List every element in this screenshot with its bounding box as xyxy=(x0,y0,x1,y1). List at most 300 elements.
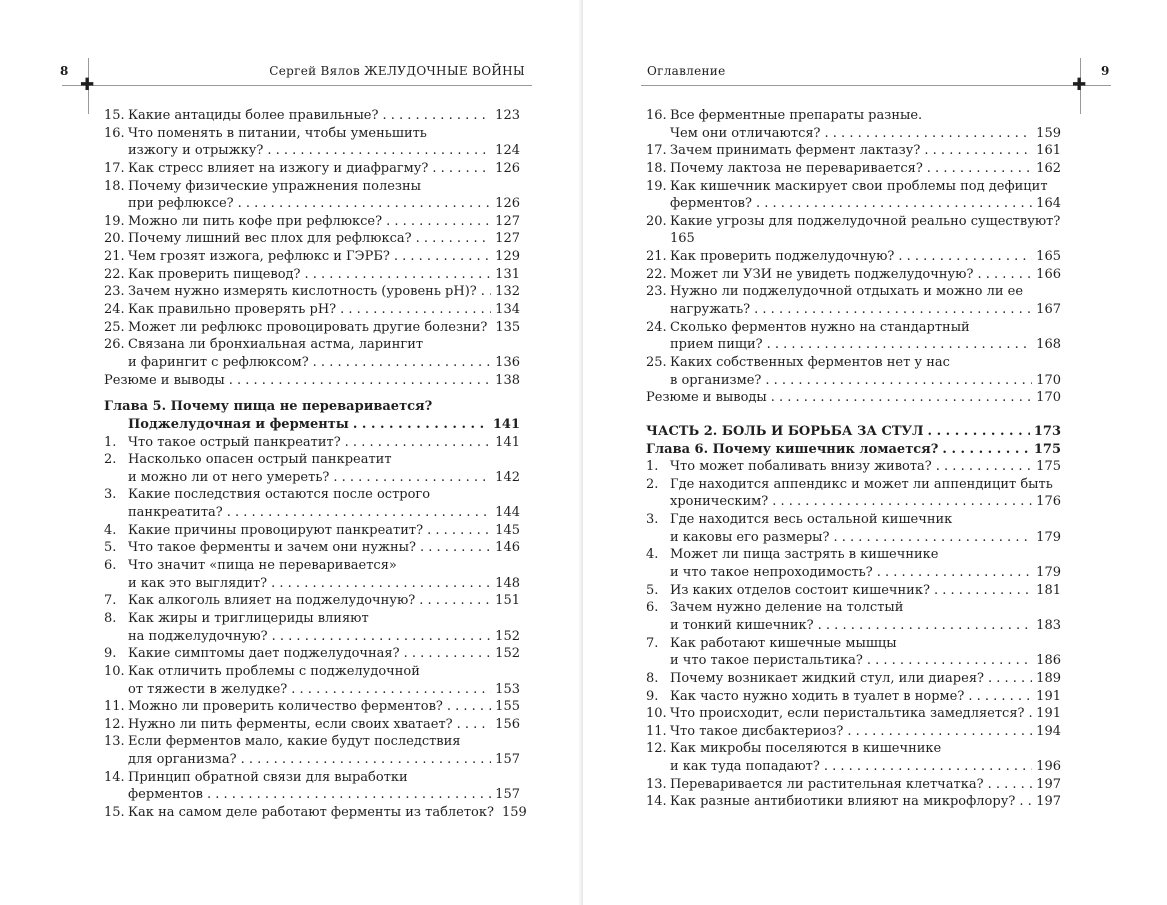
toc-entry-number xyxy=(104,786,128,804)
toc-entry-title: и что такое перистальтика? xyxy=(670,653,863,669)
toc-entry-page: 170 xyxy=(1036,390,1061,406)
dot-leader xyxy=(416,230,492,248)
toc-entry-page: 134 xyxy=(495,302,520,318)
toc-entry xyxy=(646,107,1061,125)
toc-entry xyxy=(104,230,520,248)
toc-entry xyxy=(646,458,1061,476)
toc-entry-page: 176 xyxy=(1036,494,1061,510)
toc-entry-title: Что такое дисбактериоз? xyxy=(670,723,844,739)
dot-leader xyxy=(867,652,1032,670)
toc-entry-page: 136 xyxy=(495,354,520,370)
toc-entry xyxy=(646,670,1061,688)
dot-leader xyxy=(427,522,491,540)
toc-entry-title: Зачем нужно деление на толстый xyxy=(670,600,904,616)
toc-entry-page: 175 xyxy=(1036,459,1061,475)
toc-entry-number: 11. xyxy=(104,699,125,715)
toc-entry-title: Почему физические упражнения полезны xyxy=(128,178,422,194)
toc-entry-number: 20. xyxy=(646,213,667,229)
toc-entry-title: Как работают кишечные мышцы xyxy=(670,635,897,651)
toc-entry-title: Зачем нужно измерять кислотность (уровень pH)? xyxy=(128,284,477,300)
toc-entry-number: 1. xyxy=(104,434,117,450)
dot-leader xyxy=(419,592,491,610)
toc-entry-title: Может ли пища застрять в кишечнике xyxy=(670,547,939,563)
toc-entry-page: 148 xyxy=(495,575,520,591)
toc-entry-title: Почему лактоза не переваривается? xyxy=(670,160,923,176)
toc-entry-number: 4. xyxy=(104,522,117,538)
dot-leader xyxy=(420,539,491,557)
toc-entry-number xyxy=(646,372,670,390)
toc-entry-page: 146 xyxy=(495,540,520,556)
toc-entry-title: Можно ли проверить количество ферментов? xyxy=(128,699,443,715)
toc-entry-page: 138 xyxy=(495,372,520,388)
toc-entry-title: Чем они отличаются? xyxy=(670,125,821,141)
toc-entry-title: Если ферментов мало, какие будут последствия xyxy=(128,734,461,750)
right-page xyxy=(583,0,1167,905)
toc-entry-page: 135 xyxy=(495,319,521,335)
toc-entry-number: 8. xyxy=(104,610,117,626)
toc-entry xyxy=(646,125,1061,143)
toc-entry-page: 170 xyxy=(1036,372,1061,388)
dot-leader xyxy=(447,698,491,716)
toc-entry xyxy=(104,486,520,504)
toc-entry-number xyxy=(646,230,670,248)
toc-entry xyxy=(646,230,1061,248)
left-page xyxy=(0,0,583,905)
header-rule xyxy=(62,85,532,86)
toc-entry xyxy=(646,283,1061,301)
dot-leader xyxy=(481,283,491,301)
toc-entry-page: 153 xyxy=(495,681,520,697)
toc-entry-page: 189 xyxy=(1036,670,1061,686)
toc-entry-title: Что происходит, если перистальтика замедляется? xyxy=(670,706,1025,722)
toc-entry-title: Зачем принимать фермент лактазу? xyxy=(670,143,921,159)
toc-entry-page: 165 xyxy=(1036,249,1061,265)
toc-entry-title: хроническим? xyxy=(670,494,769,510)
toc-entry xyxy=(646,617,1061,635)
toc-entry-page: 159 xyxy=(501,804,527,820)
toc-entry-title: Каких собственных ферментов нет у нас xyxy=(670,354,950,370)
toc-entry-page: 124 xyxy=(495,143,520,159)
toc-entry-page: 167 xyxy=(1036,302,1061,318)
toc-entry-title: нагружать? xyxy=(670,302,751,318)
toc-entry xyxy=(104,610,520,628)
toc-entry-page: 166 xyxy=(1036,266,1061,282)
toc-entry xyxy=(646,336,1061,354)
toc-entry-page: 157 xyxy=(495,752,520,768)
toc-entry-number xyxy=(646,617,670,635)
toc-entry-page: 145 xyxy=(495,522,520,538)
toc-entry-number: 22. xyxy=(104,266,125,282)
dot-leader xyxy=(271,575,491,593)
toc-entry-page: 179 xyxy=(1036,529,1061,545)
dot-leader xyxy=(291,681,491,699)
toc-entry-number: 1. xyxy=(646,459,659,475)
toc-entry-title: Переваривается ли растительная клетчатка? xyxy=(670,776,984,792)
toc-entry-number: 6. xyxy=(104,558,117,574)
dot-leader xyxy=(386,213,491,231)
toc-entry xyxy=(646,564,1061,582)
toc-entry-title: Нужно ли пить ферменты, если своих хватает? xyxy=(128,716,453,732)
toc-entry-page: 151 xyxy=(495,593,520,609)
toc-entry xyxy=(104,178,520,196)
toc-entry-number: 8. xyxy=(646,670,659,686)
toc-entry-number: 4. xyxy=(646,547,659,563)
toc-entry-page: 155 xyxy=(495,699,520,715)
toc-entry-page: 191 xyxy=(1036,688,1061,704)
toc-entry xyxy=(104,469,520,487)
toc-entry-page: 159 xyxy=(1036,125,1061,141)
toc-entry-title: Что такое ферменты и зачем они нужны? xyxy=(128,540,416,556)
toc-entry xyxy=(646,319,1061,337)
crop-mark-icon: ✚ xyxy=(80,75,95,95)
toc-entry-title: изжогу и отрыжку? xyxy=(128,143,264,159)
crop-mark-icon: ✚ xyxy=(1072,75,1087,95)
toc-entry-title: Нужно ли поджелудочной отдыхать и можно ли ее xyxy=(670,284,1024,300)
toc-entry-number: 7. xyxy=(104,593,117,609)
toc-entry xyxy=(104,522,520,540)
toc-entry-number xyxy=(104,681,128,699)
toc-group-chapter-4-end xyxy=(104,107,520,389)
dot-leader xyxy=(432,160,491,178)
toc-chapter-heading: Глава 6. Почему кишечник ломается? . . . 175 xyxy=(646,441,1061,459)
toc-entry-title: Какие антациды более правильные? xyxy=(128,108,379,123)
toc-entry xyxy=(646,493,1061,511)
toc-entry xyxy=(104,592,520,610)
toc-entry-page: 197 xyxy=(1036,776,1061,792)
toc-entry-title: Что такое острый панкреатит? xyxy=(128,434,341,450)
toc-entry-title: Может ли рефлюкс провоцировать другие болезни? xyxy=(128,319,488,335)
toc-entry xyxy=(646,546,1061,564)
toc-entry-title: и можно ли от него умереть? xyxy=(128,469,330,485)
toc-entry-title: Почему возникает жидкий стул, или диарея? xyxy=(670,670,984,686)
toc-entry xyxy=(646,476,1061,494)
toc-entry xyxy=(104,628,520,646)
toc-entry-page: 157 xyxy=(495,787,520,803)
toc-entry-number: 21. xyxy=(646,249,667,265)
dot-leader xyxy=(333,469,491,487)
toc-entry-number xyxy=(646,301,670,319)
toc-entry-number: 12. xyxy=(104,716,125,732)
dot-leader xyxy=(313,354,492,372)
toc-entry xyxy=(104,248,520,266)
dot-leader xyxy=(227,504,491,522)
toc-entry-number: 20. xyxy=(104,231,125,247)
toc-entry xyxy=(104,319,520,337)
toc-entry-title: Чем грозят изжога, рефлюкс и ГЭРБ? xyxy=(128,249,390,265)
toc-entry-title: Насколько опасен острый панкреатит xyxy=(128,452,392,468)
toc-entry xyxy=(104,769,520,787)
toc-entry-title: Связана ли бронхиальная астма, ларингит xyxy=(128,337,424,353)
toc-entry-number: 12. xyxy=(646,741,667,757)
toc-entry-number: 13. xyxy=(104,734,125,750)
dot-leader xyxy=(229,372,491,390)
toc-entry-title: Как часто нужно ходить в туалет в норме? xyxy=(670,688,965,704)
toc-entry xyxy=(104,557,520,575)
toc-entry-page: 181 xyxy=(1036,582,1061,598)
toc-entry-page: 127 xyxy=(495,213,520,229)
toc-entry-title: 165 xyxy=(670,231,695,247)
toc-entry xyxy=(646,389,1061,407)
toc-entry-number: 16. xyxy=(104,125,125,141)
dot-leader xyxy=(898,248,1032,266)
toc-entry-number xyxy=(104,575,128,593)
dot-leader xyxy=(765,372,1032,390)
toc-entry-title: Как на самом деле работают ферменты из таблеток? xyxy=(128,804,494,820)
dot-leader xyxy=(1029,705,1033,723)
toc-chapter-heading-line2: Поджелудочная и ферменты . . . 141 xyxy=(104,416,520,434)
dot-leader xyxy=(754,301,1032,319)
dot-leader xyxy=(767,336,1033,354)
toc-entry xyxy=(646,529,1061,547)
toc-entry-page: 179 xyxy=(1036,565,1061,581)
toc-entry-title: Принцип обратной связи для выработки xyxy=(128,769,408,785)
toc-entry-title: прием пищи? xyxy=(670,337,763,353)
toc-entry xyxy=(646,758,1061,776)
toc-entry-number xyxy=(646,195,670,213)
toc-entry xyxy=(646,160,1061,178)
toc-entry-number: 13. xyxy=(646,776,667,792)
dot-leader xyxy=(968,688,1032,706)
toc-entry-page: 197 xyxy=(1036,794,1061,810)
toc-entry-title: ферментов xyxy=(128,787,203,803)
toc-entry xyxy=(646,705,1061,723)
toc-entry-page: 183 xyxy=(1036,617,1061,633)
toc-entry-number xyxy=(104,142,128,160)
toc-entry-page: 123 xyxy=(495,108,520,123)
dot-leader xyxy=(305,266,492,284)
toc-entry-title: и фарингит с рефлюксом? xyxy=(128,354,309,370)
dot-leader xyxy=(934,582,1032,600)
toc-entry xyxy=(104,804,527,822)
toc-group-chapter-6 xyxy=(646,458,1061,811)
toc-entry xyxy=(104,645,520,663)
dot-leader xyxy=(207,786,491,804)
left-toc-list xyxy=(104,107,527,822)
right-toc-list xyxy=(646,107,1061,811)
toc-entry-number: 3. xyxy=(104,487,117,503)
toc-entry-page: 164 xyxy=(1036,196,1061,212)
toc-entry-page: 126 xyxy=(495,196,520,212)
toc-entry-title: Как алкоголь влияет на поджелудочную? xyxy=(128,593,416,609)
dot-leader xyxy=(241,751,492,769)
toc-entry-number: 26. xyxy=(104,337,125,353)
toc-group-chapter-5-cont xyxy=(646,107,1061,407)
toc-entry-number: 25. xyxy=(104,319,125,335)
toc-entry-title: Что значит «пища не переваривается» xyxy=(128,558,397,574)
toc-entry-number xyxy=(646,758,670,776)
toc-entry-number: 16. xyxy=(646,108,667,123)
header-rule xyxy=(641,85,1111,86)
toc-entry-number xyxy=(104,628,128,646)
toc-entry-number: 22. xyxy=(646,266,667,282)
toc-entry-title: Как проверить поджелудочную? xyxy=(670,249,895,265)
toc-entry-number xyxy=(646,125,670,143)
toc-entry-page: 142 xyxy=(495,469,520,485)
toc-entry-number: 15. xyxy=(104,804,125,820)
dot-leader xyxy=(238,195,492,213)
toc-entry-page: 144 xyxy=(495,505,520,521)
toc-entry-number: 11. xyxy=(646,723,667,739)
toc-entry-page: 161 xyxy=(1036,143,1061,159)
toc-entry-number: 14. xyxy=(104,769,125,785)
toc-entry-title: Как микробы поселяются в кишечнике xyxy=(670,741,942,757)
toc-entry xyxy=(104,451,520,469)
toc-chapter-heading: Глава 5. Почему пища не переваривается? xyxy=(104,399,433,415)
toc-entry-number: 17. xyxy=(646,143,667,159)
toc-entry-title: Можно ли пить кофе при рефлюксе? xyxy=(128,213,383,229)
toc-entry xyxy=(104,504,520,522)
dot-leader xyxy=(988,670,1032,688)
toc-entry-page: 127 xyxy=(495,231,520,247)
toc-part-heading: ЧАСТЬ 2. БОЛЬ И БОРЬБА ЗА СТУЛ . . . 173 xyxy=(646,423,1061,441)
toc-entry-number xyxy=(646,493,670,511)
toc-entry-title: Какие симптомы дает поджелудочная? xyxy=(128,646,400,662)
toc-entry xyxy=(104,107,520,125)
toc-entry-title: и что такое непроходимость? xyxy=(670,565,873,581)
toc-entry-number: 3. xyxy=(646,512,659,528)
toc-entry-number: 24. xyxy=(646,319,667,335)
toc-entry xyxy=(104,301,520,319)
toc-entry-number xyxy=(646,652,670,670)
toc-entry-number: 10. xyxy=(646,706,667,722)
toc-entry-page: 168 xyxy=(1036,337,1061,353)
toc-entry xyxy=(104,266,520,284)
toc-entry xyxy=(104,195,520,213)
toc-entry xyxy=(104,575,520,593)
toc-entry-title: на поджелудочную? xyxy=(128,628,268,644)
toc-entry xyxy=(646,248,1061,266)
toc-entry-page: 152 xyxy=(495,646,520,662)
toc-entry-number: 14. xyxy=(646,794,667,810)
toc-entry-page: 186 xyxy=(1036,653,1061,669)
toc-entry-title: Где находится аппендикс и может ли аппендицит быть xyxy=(670,476,1053,492)
toc-entry-number: 19. xyxy=(104,213,125,229)
toc-entry-title: и как это выглядит? xyxy=(128,575,268,591)
toc-entry-title: Как кишечник маскирует свои проблемы под дефицит xyxy=(670,178,1048,194)
toc-entry-number: 19. xyxy=(646,178,667,194)
dot-leader xyxy=(977,266,1032,284)
toc-entry-title: от тяжести в желудке? xyxy=(128,681,288,697)
toc-entry-title: ферментов? xyxy=(670,196,752,212)
toc-entry xyxy=(646,372,1061,390)
toc-entry-title: Из каких отделов состоит кишечник? xyxy=(670,582,930,598)
toc-entry-title: при рефлюксе? xyxy=(128,196,234,212)
dot-leader xyxy=(394,248,491,266)
dot-leader xyxy=(818,617,1033,635)
toc-entry xyxy=(646,354,1061,372)
toc-entry-page: 126 xyxy=(495,160,520,176)
toc-group-chapter-5 xyxy=(104,434,527,822)
dot-leader xyxy=(847,723,1032,741)
dot-leader xyxy=(877,564,1032,582)
toc-entry-number: 6. xyxy=(646,600,659,616)
toc-entry-number: 15. xyxy=(104,108,125,123)
toc-entry-number: 18. xyxy=(104,178,125,194)
toc-entry-title: Как разные антибиотики влияют на микрофлору? xyxy=(670,794,1016,810)
toc-entry-number: 2. xyxy=(646,476,659,492)
toc-entry-page: 191 xyxy=(1036,706,1061,722)
toc-entry xyxy=(104,125,520,143)
toc-entry-title: и каковы его размеры? xyxy=(670,529,830,545)
toc-entry xyxy=(104,716,520,734)
dot-leader xyxy=(345,434,492,452)
dot-leader xyxy=(924,142,1032,160)
dot-leader xyxy=(272,628,492,646)
toc-entry-title: и как туда попадают? xyxy=(670,759,820,775)
toc-entry xyxy=(104,142,520,160)
toc-entry-title: Какие причины провоцируют панкреатит? xyxy=(128,522,424,538)
right-running-head: Оглавление xyxy=(647,64,726,78)
toc-entry xyxy=(646,776,1061,794)
dot-leader xyxy=(772,493,1032,511)
dot-leader xyxy=(1019,793,1032,811)
toc-entry xyxy=(104,354,520,372)
toc-entry xyxy=(646,723,1061,741)
toc-entry-number xyxy=(104,504,128,522)
toc-entry xyxy=(104,663,520,681)
toc-entry-number: 5. xyxy=(646,582,659,598)
toc-entry-page: 131 xyxy=(495,266,520,282)
toc-entry-page: 196 xyxy=(1036,759,1061,775)
toc-entry-title: Как отличить проблемы с поджелудочной xyxy=(128,663,420,679)
toc-entry xyxy=(646,599,1061,617)
toc-entry xyxy=(104,539,520,557)
toc-entry-page: 132 xyxy=(495,284,520,300)
dot-leader xyxy=(936,458,1032,476)
toc-entry-page: 141 xyxy=(495,434,520,450)
toc-entry xyxy=(646,301,1061,319)
toc-entry xyxy=(104,283,520,301)
toc-entry-title: в организме? xyxy=(670,372,762,388)
toc-entry-number: 18. xyxy=(646,160,667,176)
left-running-head: Сергей Вялов ЖЕЛУДОЧНЫЕ ВОЙНЫ xyxy=(269,64,525,78)
toc-entry-number: 23. xyxy=(104,284,125,300)
toc-entry xyxy=(646,195,1061,213)
toc-entry xyxy=(104,698,520,716)
toc-entry-page: 194 xyxy=(1036,723,1061,739)
toc-entry-number: 23. xyxy=(646,284,667,300)
toc-entry xyxy=(646,652,1061,670)
toc-entry-title: Где находится весь остальной кишечник xyxy=(670,512,953,528)
toc-entry-number: 9. xyxy=(646,688,659,704)
dot-leader xyxy=(988,776,1033,794)
toc-entry-title: Что может побаливать внизу живота? xyxy=(670,459,932,475)
right-page-number: 9 xyxy=(1101,64,1110,78)
toc-entry xyxy=(104,336,520,354)
dot-leader xyxy=(771,389,1032,407)
toc-entry-number xyxy=(104,751,128,769)
toc-entry-number: 17. xyxy=(104,160,125,176)
toc-entry xyxy=(104,733,520,751)
toc-entry-title: Почему лишний вес плох для рефлюкса? xyxy=(128,231,412,247)
toc-entry-number: 7. xyxy=(646,635,659,651)
toc-entry xyxy=(104,434,520,452)
toc-entry xyxy=(104,751,520,769)
toc-entry-number xyxy=(104,195,128,213)
toc-entry-number: 24. xyxy=(104,302,125,318)
toc-entry xyxy=(646,688,1061,706)
toc-entry-title: Как стресс влияет на изжогу и диафрагму? xyxy=(128,160,429,176)
toc-entry xyxy=(104,160,520,178)
toc-entry xyxy=(646,793,1061,811)
toc-entry-title: Как жиры и триглицериды влияют xyxy=(128,610,369,626)
dot-leader xyxy=(927,160,1032,178)
toc-entry-title: для организма? xyxy=(128,752,237,768)
toc-entry-number: 2. xyxy=(104,452,117,468)
toc-entry-title: Все ферментные препараты разные. xyxy=(670,108,923,123)
toc-entry xyxy=(646,582,1061,600)
toc-entry xyxy=(646,142,1061,160)
